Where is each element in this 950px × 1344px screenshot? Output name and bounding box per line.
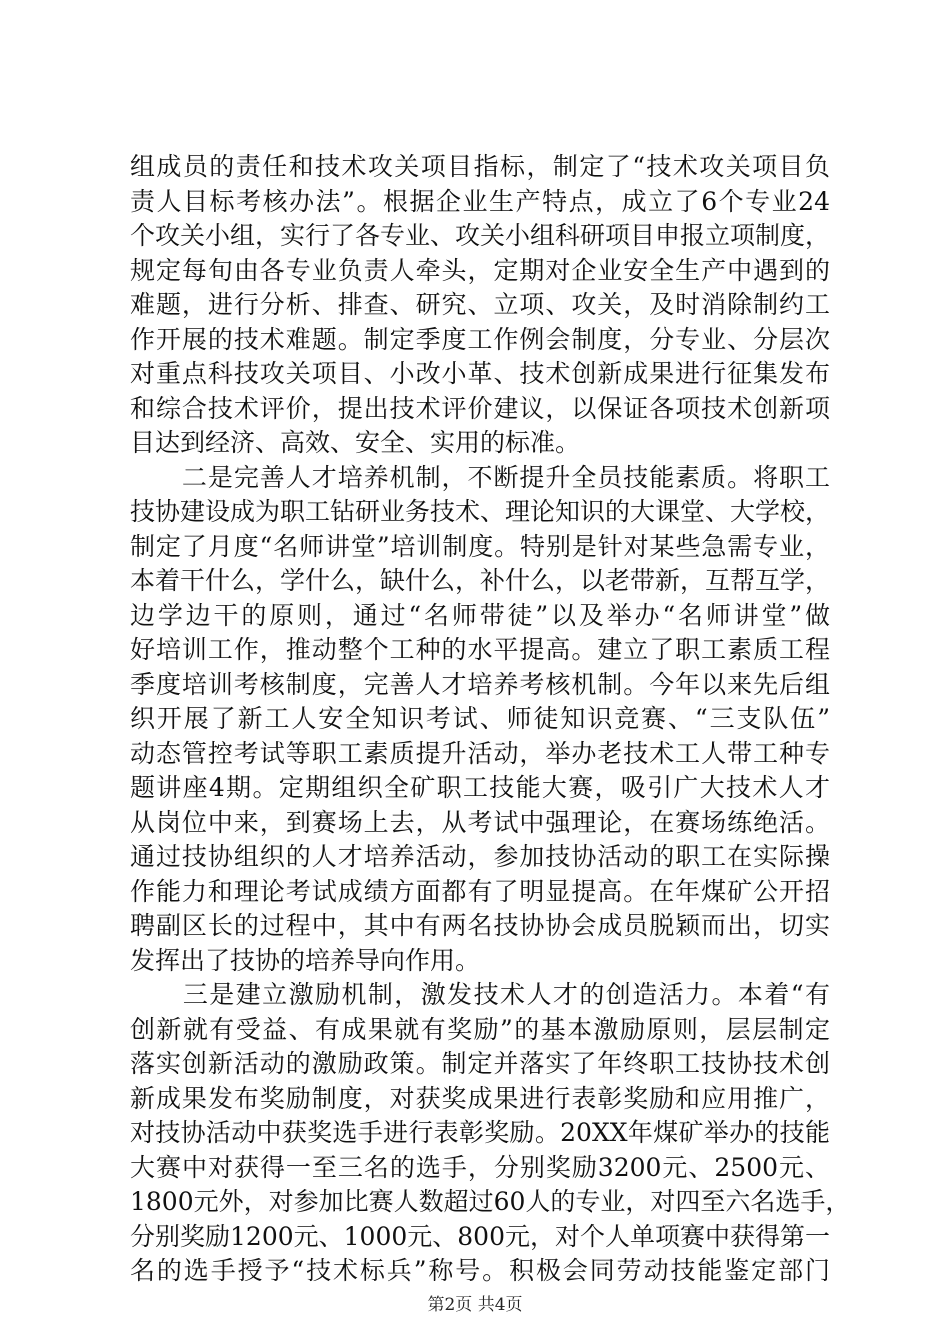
text-line: 通过技协组织的人才培养活动，参加技协活动的职工在实际操 — [130, 842, 830, 871]
text-line: 大赛中对获得一至三名的选手，分别奖励3200元、2500元、 — [130, 1152, 830, 1182]
text-line: 目达到经济、高效、安全、实用的标准。 — [130, 428, 581, 457]
text-line: 难题，进行分析、排查、研究、立项、攻关，及时消除制约工 — [130, 290, 830, 319]
page-footer — [0, 1290, 950, 1315]
text-line: 对重点科技攻关项目、小改小革、技术创新成果进行征集发布 — [130, 359, 830, 388]
text-line: 名的选手授予“技术标兵”称号。积极会同劳动技能鉴定部门 — [130, 1256, 830, 1285]
text-line: 织开展了新工人安全知识考试、师徒知识竞赛、“三支队伍” — [130, 704, 830, 733]
text-line: 组成员的责任和技术攻关项目指标，制定了“技术攻关项目负 — [130, 152, 830, 181]
text-line: 季度培训考核制度，完善人才培养考核机制。今年以来先后组 — [130, 669, 830, 699]
text-line: 责人目标考核办法”。根据企业生产特点，成立了6个专业24 — [130, 186, 830, 216]
text-line: 从岗位中来，到赛场上去，从考试中强理论，在赛场练绝活。 — [130, 807, 830, 837]
text-line: 本着干什么，学什么，缺什么，补什么，以老带新，互帮互学， — [130, 566, 831, 595]
text-line: 动态管控考试等职工素质提升活动，举办老技术工人带工种专 — [130, 738, 830, 768]
text-line: 分别奖励1200元、1000元、800元，对个人单项赛中获得第一 — [130, 1221, 830, 1251]
text-line: 作开展的技术难题。制定季度工作例会制度，分专业、分层次 — [130, 324, 830, 354]
text-line: 好培训工作，推动整个工种的水平提高。建立了职工素质工程 — [130, 635, 830, 664]
text-line: 边学边干的原则，通过“名师带徒”以及举办“名师讲堂”做 — [130, 600, 830, 630]
text-line: 题讲座4期。定期组织全矿职工技能大赛，吸引广大技术人才 — [130, 773, 830, 802]
text-line: 制定了月度“名师讲堂”培训制度。特别是针对某些急需专业， — [130, 531, 830, 561]
text-line: 新成果发布奖励制度，对获奖成果进行表彰奖励和应用推广， — [130, 1083, 830, 1113]
text-line: 技协建设成为职工钻研业务技术、理论知识的大课堂、大学校， — [130, 497, 831, 526]
text-line: 个攻关小组，实行了各专业、攻关小组科研项目申报立项制度， — [130, 221, 831, 250]
text-line: 发挥出了技协的培养导向作用。 — [130, 945, 481, 975]
text-line: 1800元外，对参加比赛人数超过60人的专业，对四至六名选手， — [130, 1187, 851, 1216]
text-line: 规定每旬由各专业负责人牵头，定期对企业安全生产中遇到的 — [130, 255, 830, 285]
body-text — [130, 150, 851, 1289]
text-line: 二是完善人才培养机制，不断提升全员技能素质。将职工 — [130, 462, 830, 492]
text-line: 三是建立激励机制，激发技术人才的创造活力。本着“有 — [130, 980, 830, 1009]
text-line: 创新就有受益、有成果就有奖励”的基本激励原则，层层制定 — [130, 1014, 830, 1044]
text-line: 聘副区长的过程中，其中有两名技协协会成员脱颖而出，切实 — [130, 911, 830, 940]
text-line: 和综合技术评价，提出技术评价建议，以保证各项技术创新项 — [130, 393, 830, 423]
text-line: 落实创新活动的激励政策。制定并落实了年终职工技协技术创 — [130, 1049, 830, 1078]
text-line: 对技协活动中获奖选手进行表彰奖励。20XX年煤矿举办的技能 — [130, 1118, 830, 1147]
page-number-label: 第2页 共4页 — [427, 1295, 523, 1315]
text-line: 作能力和理论考试成绩方面都有了明显提高。在年煤矿公开招 — [130, 876, 830, 906]
